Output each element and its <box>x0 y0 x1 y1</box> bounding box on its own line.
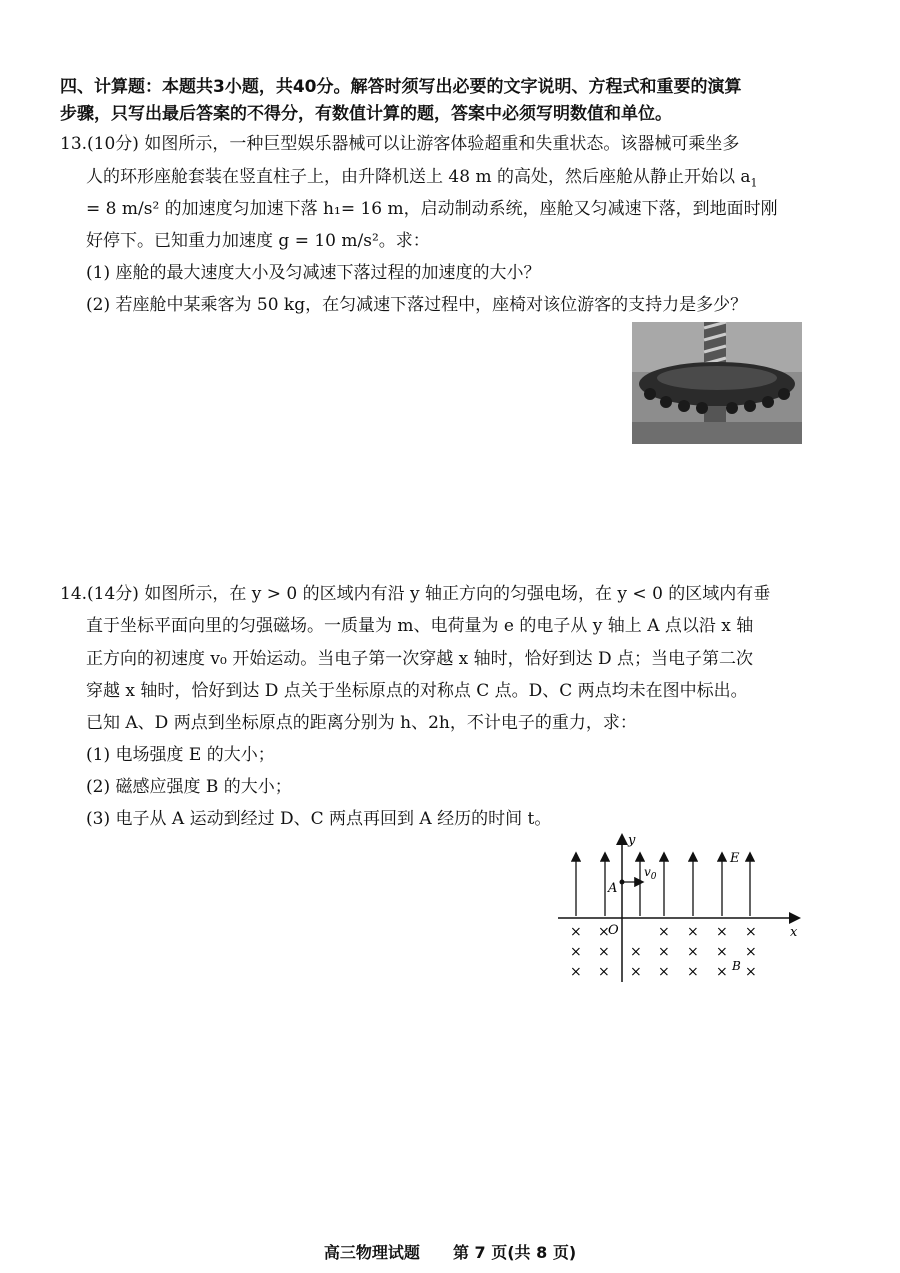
svg-text:×: × <box>745 944 757 960</box>
q14-line: 直于坐标平面向里的匀强磁场。一质量为 m、电荷量为 e 的电子从 y 轴上 A 点以沿 x 轴 <box>86 616 754 636</box>
section-instructions-line1: 四、计算题：本题共3小题，共40分。解答时须写出必要的文字说明、方程式和重要的演算 <box>60 77 742 97</box>
q13-line <box>86 166 758 194</box>
svg-text:×: × <box>745 924 757 940</box>
v0-label: $v_0$ <box>644 865 657 882</box>
point-a-label: A <box>608 881 618 896</box>
q13-line-text: 人的环形座舱套装在竖直柱子上，由升降机送上 48 m 的高处，然后座舱从静止开始以 a <box>86 167 751 187</box>
svg-text:×: × <box>598 964 610 980</box>
q13-line: = 8 m/s² 的加速度匀加速下落 h₁= 16 m，启动制动系统，座舱又匀减速下落，到地面时刚 <box>86 199 778 219</box>
footer-title: 高三物理试题 <box>323 1243 420 1262</box>
svg-text:×: × <box>745 964 757 980</box>
q13-part-2: (2) 若座舱中某乘客为 50 kg，在匀减速下落过程中，座椅对该位游客的支持力是多少？ <box>86 295 748 315</box>
svg-text:×: × <box>630 944 642 960</box>
q13-line: 13.(10分) 如图所示，一种巨型娱乐器械可以让游客体验超重和失重状态。该器械可乘坐多 <box>60 134 740 154</box>
section-instructions-line2: 步骤，只写出最后答案的不得分，有数值计算的题，答案中必须写明数值和单位。 <box>60 104 672 124</box>
origin-label: O <box>608 923 619 938</box>
ride-photo <box>632 322 802 444</box>
q14-line: 已知 A、D 两点到坐标原点的距离分别为 h、2h，不计电子的重力，求： <box>86 713 637 733</box>
q14-part-2: (2) 磁感应强度 B 的大小； <box>86 777 292 797</box>
q14-line: 14.(14分) 如图所示，在 y > 0 的区域内有沿 y 轴正方向的匀强电场，在 y < 0 的区域内有垂 <box>60 584 771 604</box>
magnetic-field-crosses <box>570 924 757 980</box>
q14-line: 穿越 x 轴时，恰好到达 D 点关于坐标原点的对称点 C 点。D、C 两点均未在图中标出。 <box>86 681 748 701</box>
svg-text:×: × <box>570 924 582 940</box>
svg-text:×: × <box>687 964 699 980</box>
q14-part-3: (3) 电子从 A 运动到经过 D、C 两点再回到 A 经历的时间 t。 <box>86 809 552 829</box>
b-field-label: B <box>732 959 741 973</box>
svg-text:×: × <box>570 944 582 960</box>
svg-text:×: × <box>598 924 610 940</box>
svg-text:×: × <box>716 964 728 980</box>
e-field-label: E <box>730 851 740 866</box>
svg-text:×: × <box>598 944 610 960</box>
svg-text:×: × <box>658 944 670 960</box>
svg-text:×: × <box>570 964 582 980</box>
svg-text:×: × <box>630 964 642 980</box>
q13-a1-subscript: 1 <box>750 176 758 190</box>
x-axis-label: x <box>790 925 798 940</box>
svg-text:×: × <box>687 944 699 960</box>
footer-page-number: 第 7 页(共 8 页) <box>452 1243 577 1262</box>
svg-text:×: × <box>716 944 728 960</box>
q14-line: 正方向的初速度 v₀ 开始运动。当电子第一次穿越 x 轴时，恰好到达 D 点；当电子第二次 <box>86 649 754 669</box>
electric-field-arrows <box>576 854 750 916</box>
svg-text:×: × <box>658 964 670 980</box>
svg-text:×: × <box>658 924 670 940</box>
svg-text:×: × <box>687 924 699 940</box>
svg-text:×: × <box>716 924 728 940</box>
field-diagram <box>558 830 810 982</box>
page-footer <box>0 1240 900 1263</box>
q14-part-1: (1) 电场强度 E 的大小； <box>86 745 275 765</box>
y-axis-label: y <box>628 833 636 848</box>
q13-part-1: (1) 座舱的最大速度大小及匀减速下落过程的加速度的大小？ <box>86 263 541 283</box>
q13-line: 好停下。已知重力加速度 g = 10 m/s²。求： <box>86 231 430 251</box>
